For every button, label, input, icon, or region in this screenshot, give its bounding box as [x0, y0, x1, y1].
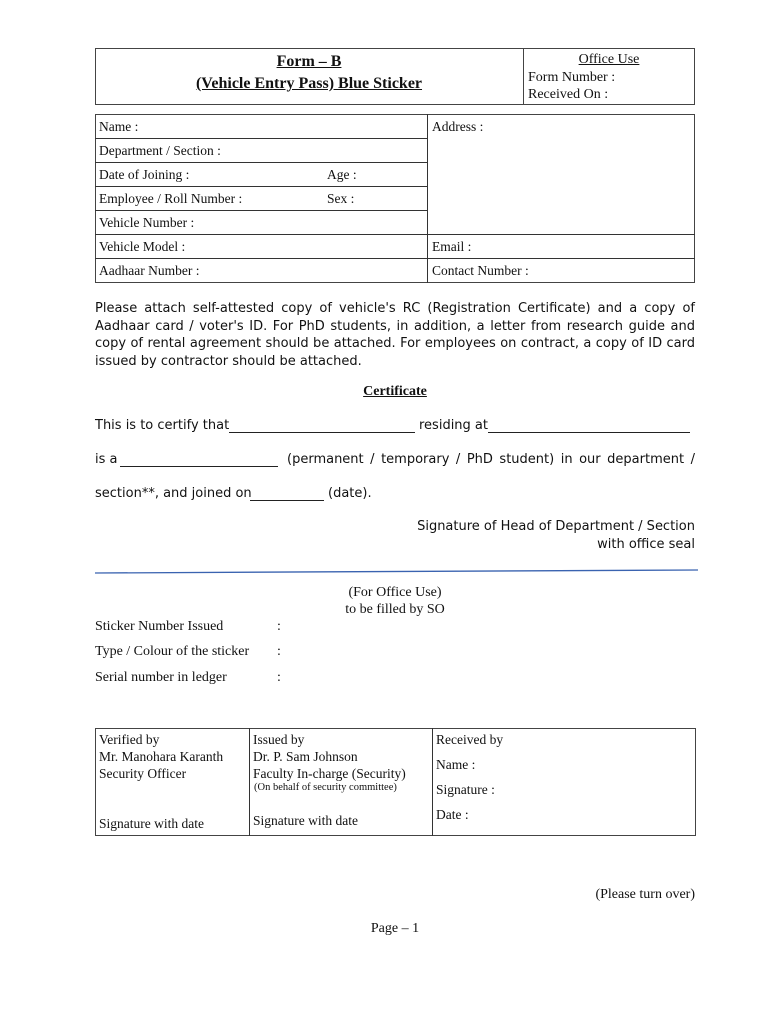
verified-by-title: Verified by	[99, 732, 160, 747]
certificate-line2-rest: (permanent / temporary / PhD student) in our department /	[287, 452, 695, 467]
date-of-joining-field: Date of Joining :	[99, 167, 190, 182]
ledger-serial-sep: :	[277, 670, 281, 685]
sex-field: Sex :	[327, 191, 355, 206]
received-by-name: Name :	[436, 757, 476, 772]
certificate-line3-suffix: (date).	[328, 486, 372, 501]
verified-by-name: Mr. Manohara Karanth	[99, 749, 224, 764]
office-use-label: Office Use	[578, 52, 640, 67]
row-line	[95, 210, 427, 211]
email-field: Email :	[432, 239, 472, 254]
ledger-serial-label: Serial number in ledger	[95, 670, 227, 685]
sticker-type-sep: :	[277, 644, 281, 659]
address-field: Address :	[432, 119, 484, 134]
status-blank[interactable]	[120, 466, 278, 467]
form-subtitle: (Vehicle Entry Pass) Blue Sticker	[195, 75, 423, 92]
row-line	[95, 162, 427, 163]
certificate-heading: Certificate	[363, 384, 427, 399]
received-by-signature: Signature :	[436, 782, 495, 797]
sticker-number-sep: :	[277, 619, 281, 634]
joining-date-blank[interactable]	[250, 500, 324, 501]
office-use-heading: (For Office Use)	[348, 585, 442, 600]
certificate-line1-mid: residing at	[419, 418, 488, 433]
issued-by-role: Faculty In-charge (Security)	[253, 766, 406, 781]
row-line	[95, 138, 427, 139]
section-separator	[94, 568, 700, 576]
row-line	[95, 258, 695, 259]
issued-by-note: (On behalf of security committee)	[254, 782, 397, 793]
certifiee-name-blank[interactable]	[229, 432, 415, 433]
signature-divider	[432, 728, 433, 836]
certificate-line3-prefix: section**, and joined on	[95, 486, 252, 501]
hod-signature-label: Signature of Head of Department / Section	[417, 519, 695, 534]
signature-divider	[249, 728, 250, 836]
department-field: Department / Section :	[99, 143, 221, 158]
form-title: Form – B	[276, 53, 342, 70]
contact-number-field: Contact Number :	[432, 263, 529, 278]
age-field: Age :	[327, 167, 357, 182]
page-number: Page – 1	[370, 921, 420, 936]
residence-blank[interactable]	[488, 432, 690, 433]
certificate-line2-prefix: is a	[95, 452, 118, 467]
issued-by-signature: Signature with date	[253, 813, 358, 828]
row-line	[95, 186, 427, 187]
received-on-field: Received On :	[528, 87, 609, 102]
name-field: Name :	[99, 119, 139, 134]
office-seal-label: with office seal	[597, 537, 695, 552]
employee-roll-field: Employee / Roll Number :	[99, 191, 243, 206]
sticker-type-label: Type / Colour of the sticker	[95, 644, 250, 659]
form-number-field: Form Number :	[528, 70, 616, 85]
received-by-date: Date :	[436, 807, 469, 822]
verified-by-signature: Signature with date	[99, 816, 204, 831]
issued-by-title: Issued by	[253, 732, 305, 747]
issued-by-name: Dr. P. Sam Johnson	[253, 749, 358, 764]
instructions-paragraph: Please attach self-attested copy of vehicle's RC (Registration Certificate) and a copy of Aadhaar card / voter's ID. For PhD students, in addition, a letter from research guide and copy of rental agreement should be attached. For employees on contract, a copy of ID card issued by contractor should be attached.	[95, 301, 695, 369]
vehicle-model-field: Vehicle Model :	[99, 239, 186, 254]
sticker-number-label: Sticker Number Issued	[95, 619, 224, 634]
certificate-line1-prefix: This is to certify that	[95, 418, 230, 433]
turn-over-note: (Please turn over)	[595, 887, 695, 902]
office-use-subheading: to be filled by SO	[345, 602, 445, 617]
verified-by-role: Security Officer	[99, 766, 187, 781]
row-line	[95, 234, 695, 235]
aadhaar-field: Aadhaar Number :	[99, 263, 200, 278]
received-by-title: Received by	[436, 732, 504, 747]
vehicle-number-field: Vehicle Number :	[99, 215, 195, 230]
